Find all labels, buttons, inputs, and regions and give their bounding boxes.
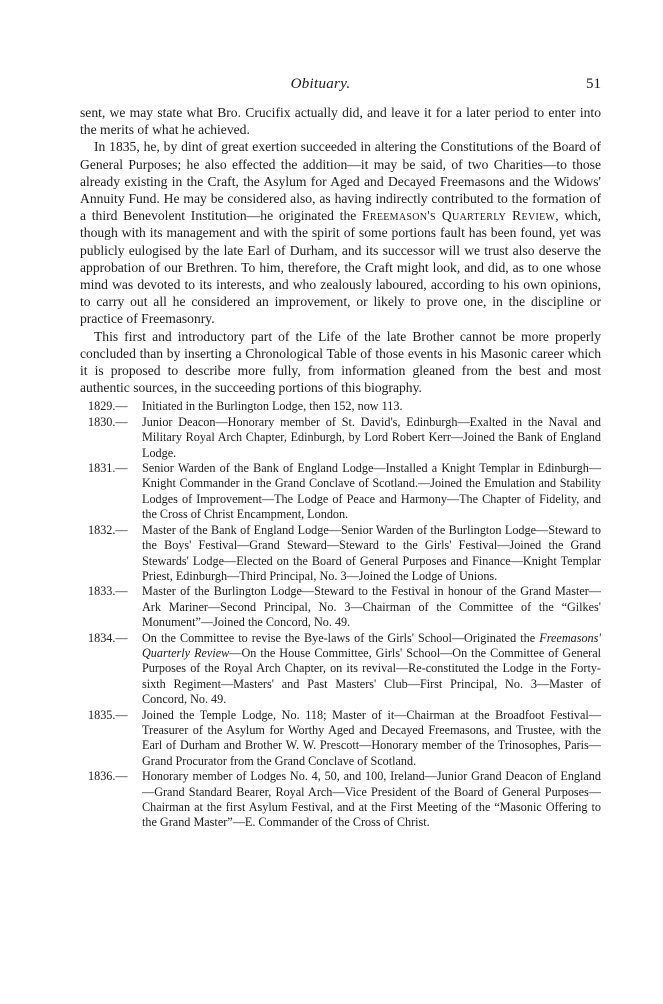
- entry-text: Initiated in the Burlington Lodge, then 152, now 113.: [142, 399, 403, 414]
- review-title-small-caps: Freemason's Quarterly Review: [362, 208, 556, 224]
- chronology-entry: [80, 631, 601, 708]
- entry-text-part-1: On the Committee to revise the Bye-laws of the Girls' School—Originated the: [142, 630, 540, 645]
- chronology-entry: [80, 584, 601, 630]
- entry-text: Master of the Burlington Lodge—Steward to the Festival in honour of the Grand Master—Ark Mariner—Second Principal, No. 3—Chairman of the Committee of the “Gilkes' Monument”—Joined the Concord, No. 49.: [142, 584, 601, 630]
- paragraph-2-part-2: , which, though with its management and with the spirit of some portions fault has been found, yet was publicly eulogised by the late Earl of Durham, and its successor will we trust also deserve the approbation of our Brethren. To him, therefore, the Craft might look, and did, as to one whose mind was devoted to its interests, and who zealously laboured, according to his own opinions, to carry out all he considered an improvement, or likely to prove one, in the discipline or practice of Freemasonry.: [80, 208, 601, 327]
- entry-text: [142, 631, 601, 708]
- running-title: Obituary.: [290, 76, 351, 92]
- chronology-entry: [80, 769, 601, 831]
- entry-year: 1829.—: [88, 399, 128, 414]
- paragraph-3: This first and introductory part of the Life of the late Brother cannot be more properly concluded than by inserting a Chronological Table of those events in his Masonic career which it is proposed to describe more fully, from information gleaned from the best and most authentic sources, in the succeeding portions of this biography.: [80, 328, 601, 396]
- chronology-entry: [80, 523, 601, 585]
- entry-year: 1835.—: [88, 707, 128, 722]
- entry-year: 1836.—: [88, 769, 128, 784]
- entry-text: Master of the Bank of England Lodge—Senior Warden of the Burlington Lodge—Steward to the Boys' Festival—Grand Steward—Steward to the Girls' Festival—Joined the Grand Stewards' Lodge—Elected on the Board of General Purposes and Finance—Knight Templar Priest, Edinburgh—Third Principal, No. 3—Joined the Lodge of Unions.: [142, 522, 601, 583]
- chronology-entry: [80, 415, 601, 461]
- page-number: 51: [586, 76, 601, 92]
- body-text: [80, 104, 601, 396]
- paragraph-2: [80, 138, 601, 327]
- entry-text-part-2: —On the House Committee, Girls' School—On the Committee of General Purposes of the Royal Arch Chapter, on its revival—Re-constituted the Lodge in the Forty-sixth Regiment—Masters' and Past Masters' Club—First Principal, No. 3—Master of Concord, No. 49.: [142, 645, 601, 707]
- entry-text: Honorary member of Lodges No. 4, 50, and 100, Ireland—Junior Grand Deacon of England—Grand Standard Bearer, Royal Arch—Vice President of the Board of General Purposes—Chairman at the first Asylum Festival, and at the First Meeting of the “Masonic Offering to the Grand Master”—E. Commander of the Cross of Christ.: [142, 769, 601, 830]
- chronology-entry: [80, 708, 601, 770]
- page-header: [80, 76, 601, 98]
- entry-year: 1830.—: [88, 414, 128, 429]
- entry-year: 1831.—: [88, 461, 128, 476]
- entry-year: 1833.—: [88, 584, 128, 599]
- entry-year: 1832.—: [88, 522, 128, 537]
- entry-text: Senior Warden of the Bank of England Lodge—Installed a Knight Templar in Edinburgh—Knight Commander in the Grand Conclave of Scotland.—Joined the Emulation and Stability Lodges of Improvement—The Lodge of Peace and Harmony—The Chapter of Fidelity, and the Cross of Christ Encampment, London.: [142, 461, 601, 522]
- paragraph-1: sent, we may state what Bro. Crucifix actually did, and leave it for a later period to enter into the merits of what he achieved.: [80, 105, 601, 138]
- entry-text: Joined the Temple Lodge, No. 118; Master of it—Chairman at the Broadfoot Festival—Treasurer of the Asylum for Worthy Aged and Decayed Freemasons, and Trustee, with the Earl of Durham and Brother W. W. Prescott—Honorary member of the Trinosophes, Paris—Grand Procurator from the Grand Conclave of Scotland.: [142, 707, 601, 768]
- review-title-italic: Freemasons' Quarterly Review: [142, 630, 601, 660]
- chronological-table: [80, 399, 601, 830]
- paragraph-2-part-1: In 1835, he, by dint of great exertion succeeded in altering the Constitutions of the Board of General Purposes; he also effected the addition—it may be said, of two Charities—to those already existing in the Craft, the Asylum for Aged and Decayed Freemasons and the Widows' Annuity Fund. He may be considered also, as having indirectly contributed to the formation of a third Benevolent Institution—he originated the: [80, 139, 601, 224]
- entry-text: Junior Deacon—Honorary member of St. David's, Edinburgh—Exalted in the Naval and Military Royal Arch Chapter, Edinburgh, by Lord Robert Kerr—Joined the Bank of England Lodge.: [142, 414, 601, 460]
- chronology-entry: [80, 399, 601, 414]
- chronology-entry: [80, 461, 601, 523]
- entry-year: 1834.—: [88, 630, 128, 645]
